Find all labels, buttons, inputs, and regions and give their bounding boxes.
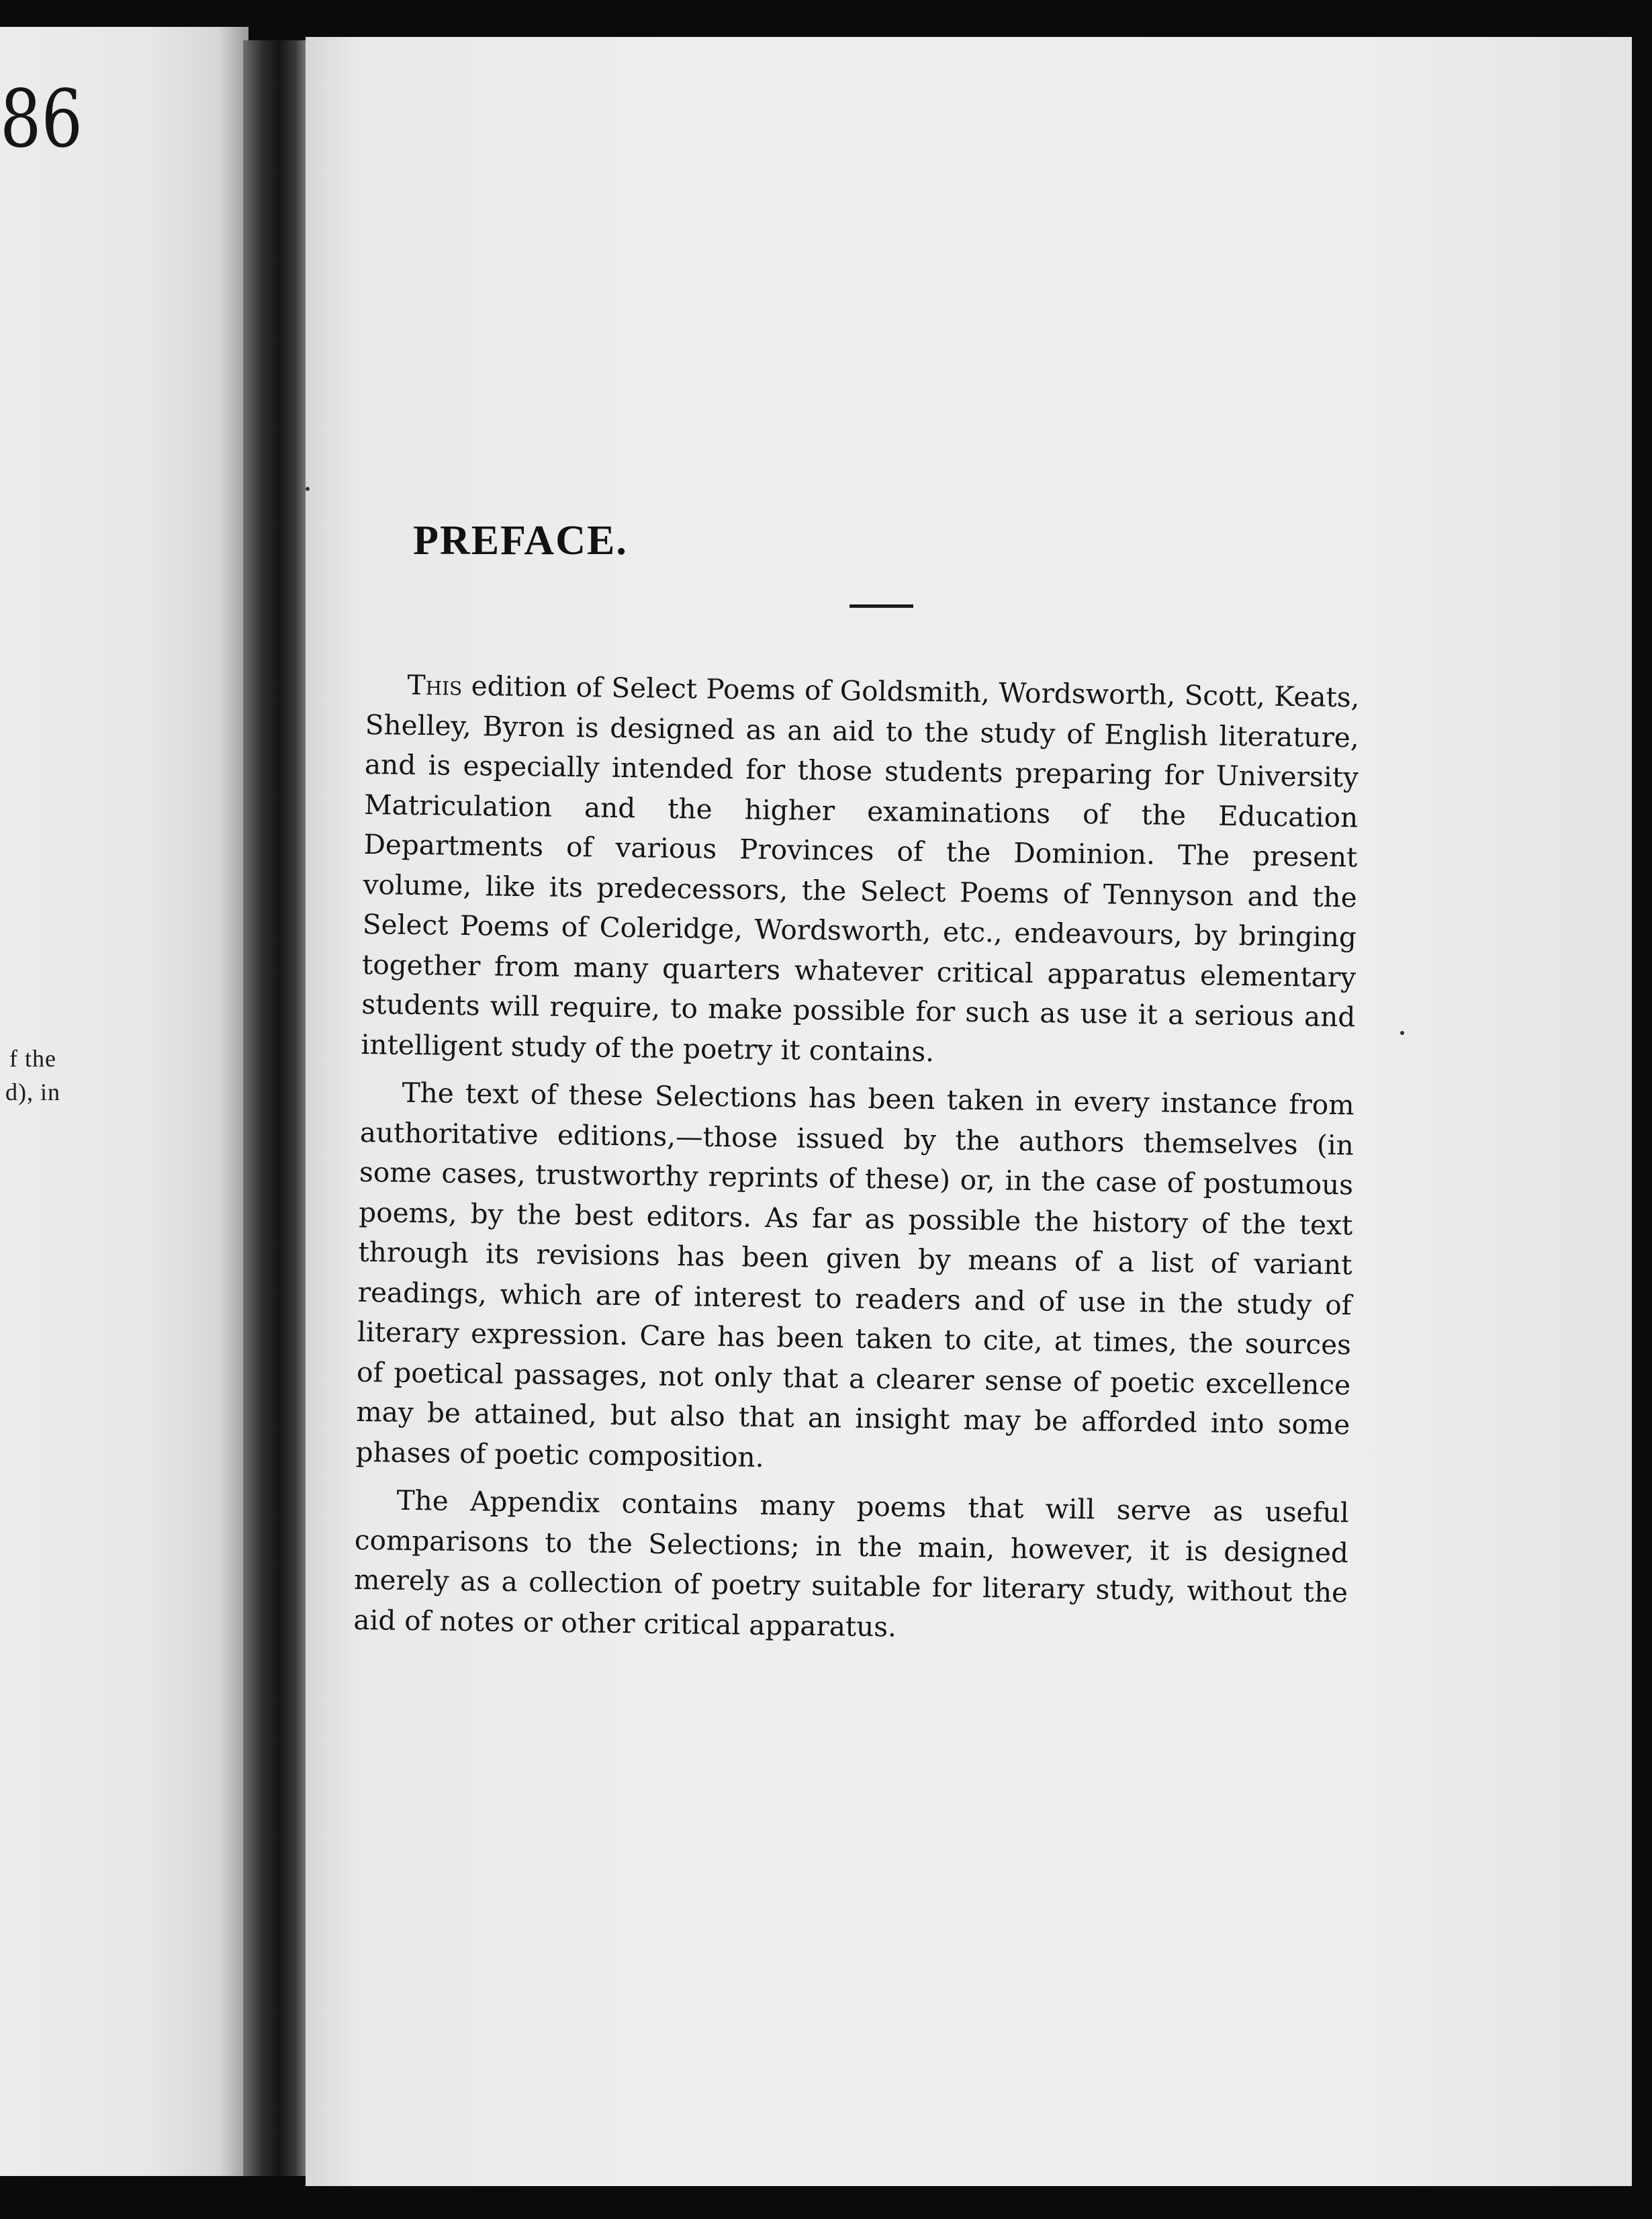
speck	[306, 487, 310, 491]
left-page-fragment: f the	[9, 1045, 56, 1072]
left-page-fragment: d), in	[5, 1079, 60, 1105]
paragraph-text: edition of Select Poems of Goldsmith, Wordsworth, Scott, Keats, Shelley, Byron is designed as an aid to the study of English literature, and is especially intended for those students preparing for University Matriculation and the higher examinations of the Education Departments of various Provinces of the Dominion. The present volume, like its predecessors, the Select Poems of Tennyson and the Select Poems of Coleridge, Wordsworth, etc., endeavours, by bringing together from many quarters whatever critical apparatus elementary students will require, to make possible for such as use it a serious and intelligent study of the poetry it contains.	[361, 669, 1360, 1068]
page-title: PREFACE.	[413, 518, 628, 563]
left-page-number: 86	[0, 73, 83, 165]
title-rule	[850, 604, 913, 608]
preface-paragraph-2: The text of these Selections has been taken in every instance from authoritative editions,—those issued by the authors themselves (in some cases, trustworthy reprints of these) or, in the case of postumous poems, by the best editors. As far as possible the history of the text through its revisions has been given by means of a list of variant readings, which are of interest to readers and of use in the study of literary expression. Care has been taken to cite, at times, the sources of poetical passages, not only that a clearer sense of poetic excellence may be attained, but also that an insight may be afforded into some phases of poetic composition.	[355, 1076, 1355, 1474]
preface-body	[353, 665, 1360, 1661]
preface-paragraph-1	[361, 665, 1360, 1077]
paragraph-lead-word: This	[407, 668, 463, 702]
preface-paragraph-3: The Appendix contains many poems that will serve as useful comparisons to the Selections; in the main, however, it is designed merely as a collection of poetry suitable for literary study, without the aid of notes or other critical apparatus.	[353, 1484, 1349, 1643]
speck	[1400, 1031, 1404, 1035]
left-page	[0, 27, 248, 2176]
